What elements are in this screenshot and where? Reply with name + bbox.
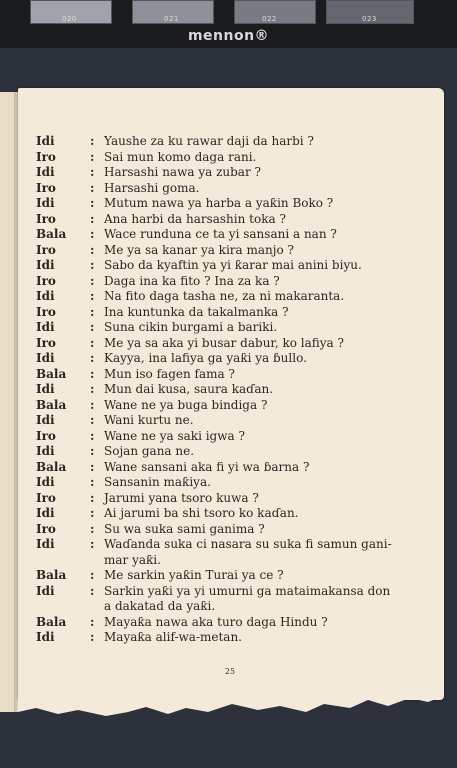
speaker-colon: : — [90, 196, 95, 210]
brand-logo: mennon® — [187, 28, 270, 44]
dialogue-line — [36, 382, 436, 398]
utterance-text: Harsashi goma. — [104, 180, 200, 195]
utterance-text: Wane ne ya saki igwa ? — [104, 428, 245, 443]
speaker-name: Idi — [36, 444, 55, 458]
utterance-text: Wace runduna ce ta yi sansani a nan ? — [104, 227, 337, 241]
speaker-colon: : — [90, 180, 95, 195]
speaker-colon: : — [90, 490, 95, 505]
speaker-colon: : — [90, 630, 95, 644]
speaker-colon: : — [90, 475, 95, 489]
speaker-colon: : — [90, 397, 95, 412]
utterance-text: Me ya sa kanar ya kira manjo ? — [104, 242, 294, 257]
speaker-name: Idi — [36, 583, 55, 598]
speaker-colon: : — [90, 537, 95, 551]
utterance-text: Yaushe za ku rawar daji da harbi ? — [104, 134, 314, 148]
speaker-colon: : — [90, 413, 95, 427]
utterance-text: Mun dai kusa, saura kaɗan. — [104, 382, 274, 396]
dialogue-line — [36, 150, 436, 166]
speaker-colon: : — [90, 366, 95, 381]
dialogue-line — [36, 289, 436, 305]
speaker-name: Idi — [36, 506, 55, 520]
dialogue-line — [36, 351, 436, 367]
speaker-name: Idi — [36, 165, 55, 179]
speaker-name: Bala — [36, 397, 67, 412]
utterance-text: Sabo da kyaftin ya yi ƙarar mai anini biyu. — [104, 258, 362, 272]
dialogue-line — [36, 181, 436, 197]
utterance-text: Wane sansani aka fi yi wa ɓarna ? — [104, 459, 310, 474]
utterance-text: Harsashi nawa ya zubar ? — [104, 165, 261, 179]
speaker-name: Iro — [36, 180, 56, 195]
utterance-text: Na fito daga tasha ne, za ni makaranta. — [104, 289, 345, 303]
utterance-text: Jarumi yana tsoro kuwa ? — [104, 490, 259, 505]
dialogue-line — [36, 243, 436, 259]
utterance-text: Sojan gana ne. — [104, 444, 195, 458]
speaker-name: Bala — [36, 459, 67, 474]
speaker-colon: : — [90, 444, 95, 458]
utterance-text: mar yaƙi. — [104, 552, 161, 567]
dialogue-line — [36, 491, 436, 507]
speaker-colon: : — [90, 258, 95, 272]
dialogue-line — [36, 522, 436, 538]
speaker-name: Idi — [36, 413, 55, 427]
utterance-text: Mayaƙa nawa aka turo daga Hindu ? — [104, 614, 328, 629]
utterance-text: Ana harbi da harsashin toka ? — [104, 211, 286, 226]
dialogue-line — [36, 584, 436, 600]
dialogue-line — [36, 615, 436, 631]
speaker-colon: : — [90, 165, 95, 179]
dialogue-line — [36, 305, 436, 321]
utterance-text: Sansanin maƙiya. — [104, 475, 211, 489]
dialogue-line — [36, 460, 436, 476]
utterance-text: Kayya, ina lafiya ga yaƙi ya ɓullo. — [104, 351, 307, 365]
speaker-colon: : — [90, 459, 95, 474]
dialogue-line — [36, 274, 436, 290]
utterance-text: Ina kuntunka da takalmanka ? — [104, 304, 289, 319]
swatch-number: 020 — [62, 15, 77, 23]
dialogue-line — [36, 413, 436, 429]
dialogue-line — [36, 367, 436, 383]
speaker-colon: : — [90, 614, 95, 629]
dialogue-line — [36, 212, 436, 228]
speaker-colon: : — [90, 273, 95, 288]
speaker-colon: : — [90, 320, 95, 334]
dialogue-line — [36, 553, 436, 569]
speaker-name: Bala — [36, 614, 67, 629]
utterance-text: Mutum nawa ya harba a yaƙin Boko ? — [104, 196, 334, 210]
dialogue-line — [36, 537, 436, 553]
speaker-colon: : — [90, 506, 95, 520]
swatch-number: 021 — [164, 15, 179, 23]
swatch-number: 023 — [362, 15, 377, 23]
speaker-name: Iro — [36, 242, 56, 257]
dialogue-line — [36, 599, 436, 615]
swatch-number: 022 — [262, 15, 277, 23]
dialogue-line — [36, 568, 436, 584]
dialogue-line — [36, 398, 436, 414]
utterance-text: Suna cikin burgami a bariki. — [104, 320, 278, 334]
speaker-name: Idi — [36, 475, 55, 489]
speaker-name: Idi — [36, 351, 55, 365]
speaker-colon: : — [90, 227, 95, 241]
utterance-text: Mun iso fagen fama ? — [104, 366, 235, 381]
speaker-colon: : — [90, 335, 95, 350]
speaker-colon: : — [90, 428, 95, 443]
calibration-strip — [0, 0, 457, 48]
dialogue-line — [36, 429, 436, 445]
speaker-name: Idi — [36, 537, 55, 551]
dialogue-text — [36, 134, 436, 646]
dialogue-line — [36, 475, 436, 491]
speaker-name: Bala — [36, 568, 67, 582]
speaker-name: Idi — [36, 630, 55, 644]
torn-page-edge — [18, 690, 444, 720]
speaker-colon: : — [90, 149, 95, 164]
dialogue-line — [36, 258, 436, 274]
speaker-name: Iro — [36, 211, 56, 226]
dialogue-line — [36, 506, 436, 522]
speaker-name: Iro — [36, 149, 56, 164]
speaker-name: Iro — [36, 304, 56, 319]
utterance-text: Waɗanda suka ci nasara su suka fi samun gani- — [104, 537, 392, 551]
speaker-colon: : — [90, 242, 95, 257]
speaker-colon: : — [90, 568, 95, 582]
speaker-name: Bala — [36, 227, 67, 241]
speaker-colon: : — [90, 583, 95, 598]
speaker-name: Idi — [36, 289, 55, 303]
utterance-text: Sarkin yaƙi ya yi umurni ga mataimakansa don — [104, 583, 391, 598]
dialogue-line — [36, 196, 436, 212]
dialogue-line — [36, 444, 436, 460]
utterance-text: Mayaƙa alif-wa-metan. — [104, 630, 242, 644]
utterance-text: Me sarkin yaƙin Turai ya ce ? — [104, 568, 284, 582]
utterance-text: Sai mun komo daga rani. — [104, 149, 257, 164]
speaker-name: Idi — [36, 382, 55, 396]
speaker-colon: : — [90, 304, 95, 319]
dialogue-line — [36, 165, 436, 181]
speaker-name: Idi — [36, 134, 55, 148]
speaker-name: Bala — [36, 366, 67, 381]
speaker-colon: : — [90, 521, 95, 536]
speaker-name: Iro — [36, 273, 56, 288]
speaker-name: Idi — [36, 320, 55, 334]
utterance-text: a dakatad da yaƙi. — [104, 599, 216, 613]
dialogue-line — [36, 134, 436, 150]
speaker-name: Idi — [36, 258, 55, 272]
utterance-text: Me ya sa aka yi busar dabur, ko lafiya ? — [104, 335, 344, 350]
dialogue-line — [36, 227, 436, 243]
utterance-text: Ai jarumi ba shi tsoro ko kaɗan. — [104, 506, 299, 520]
dialogue-line — [36, 320, 436, 336]
speaker-name: Iro — [36, 521, 56, 536]
page-number: 25 — [224, 667, 236, 676]
utterance-text: Daga ina ka fito ? Ina za ka ? — [104, 273, 280, 288]
speaker-colon: : — [90, 134, 95, 148]
speaker-colon: : — [90, 351, 95, 365]
speaker-colon: : — [90, 382, 95, 396]
dialogue-line — [36, 336, 436, 352]
utterance-text: Wane ne ya buga bindiga ? — [104, 397, 268, 412]
dialogue-line — [36, 630, 436, 646]
utterance-text: Su wa suka sami ganima ? — [104, 521, 265, 536]
speaker-colon: : — [90, 289, 95, 303]
speaker-name: Idi — [36, 196, 55, 210]
speaker-colon: : — [90, 211, 95, 226]
speaker-name: Iro — [36, 490, 56, 505]
utterance-text: Wani kurtu ne. — [104, 413, 194, 427]
speaker-name: Iro — [36, 335, 56, 350]
speaker-name: Iro — [36, 428, 56, 443]
